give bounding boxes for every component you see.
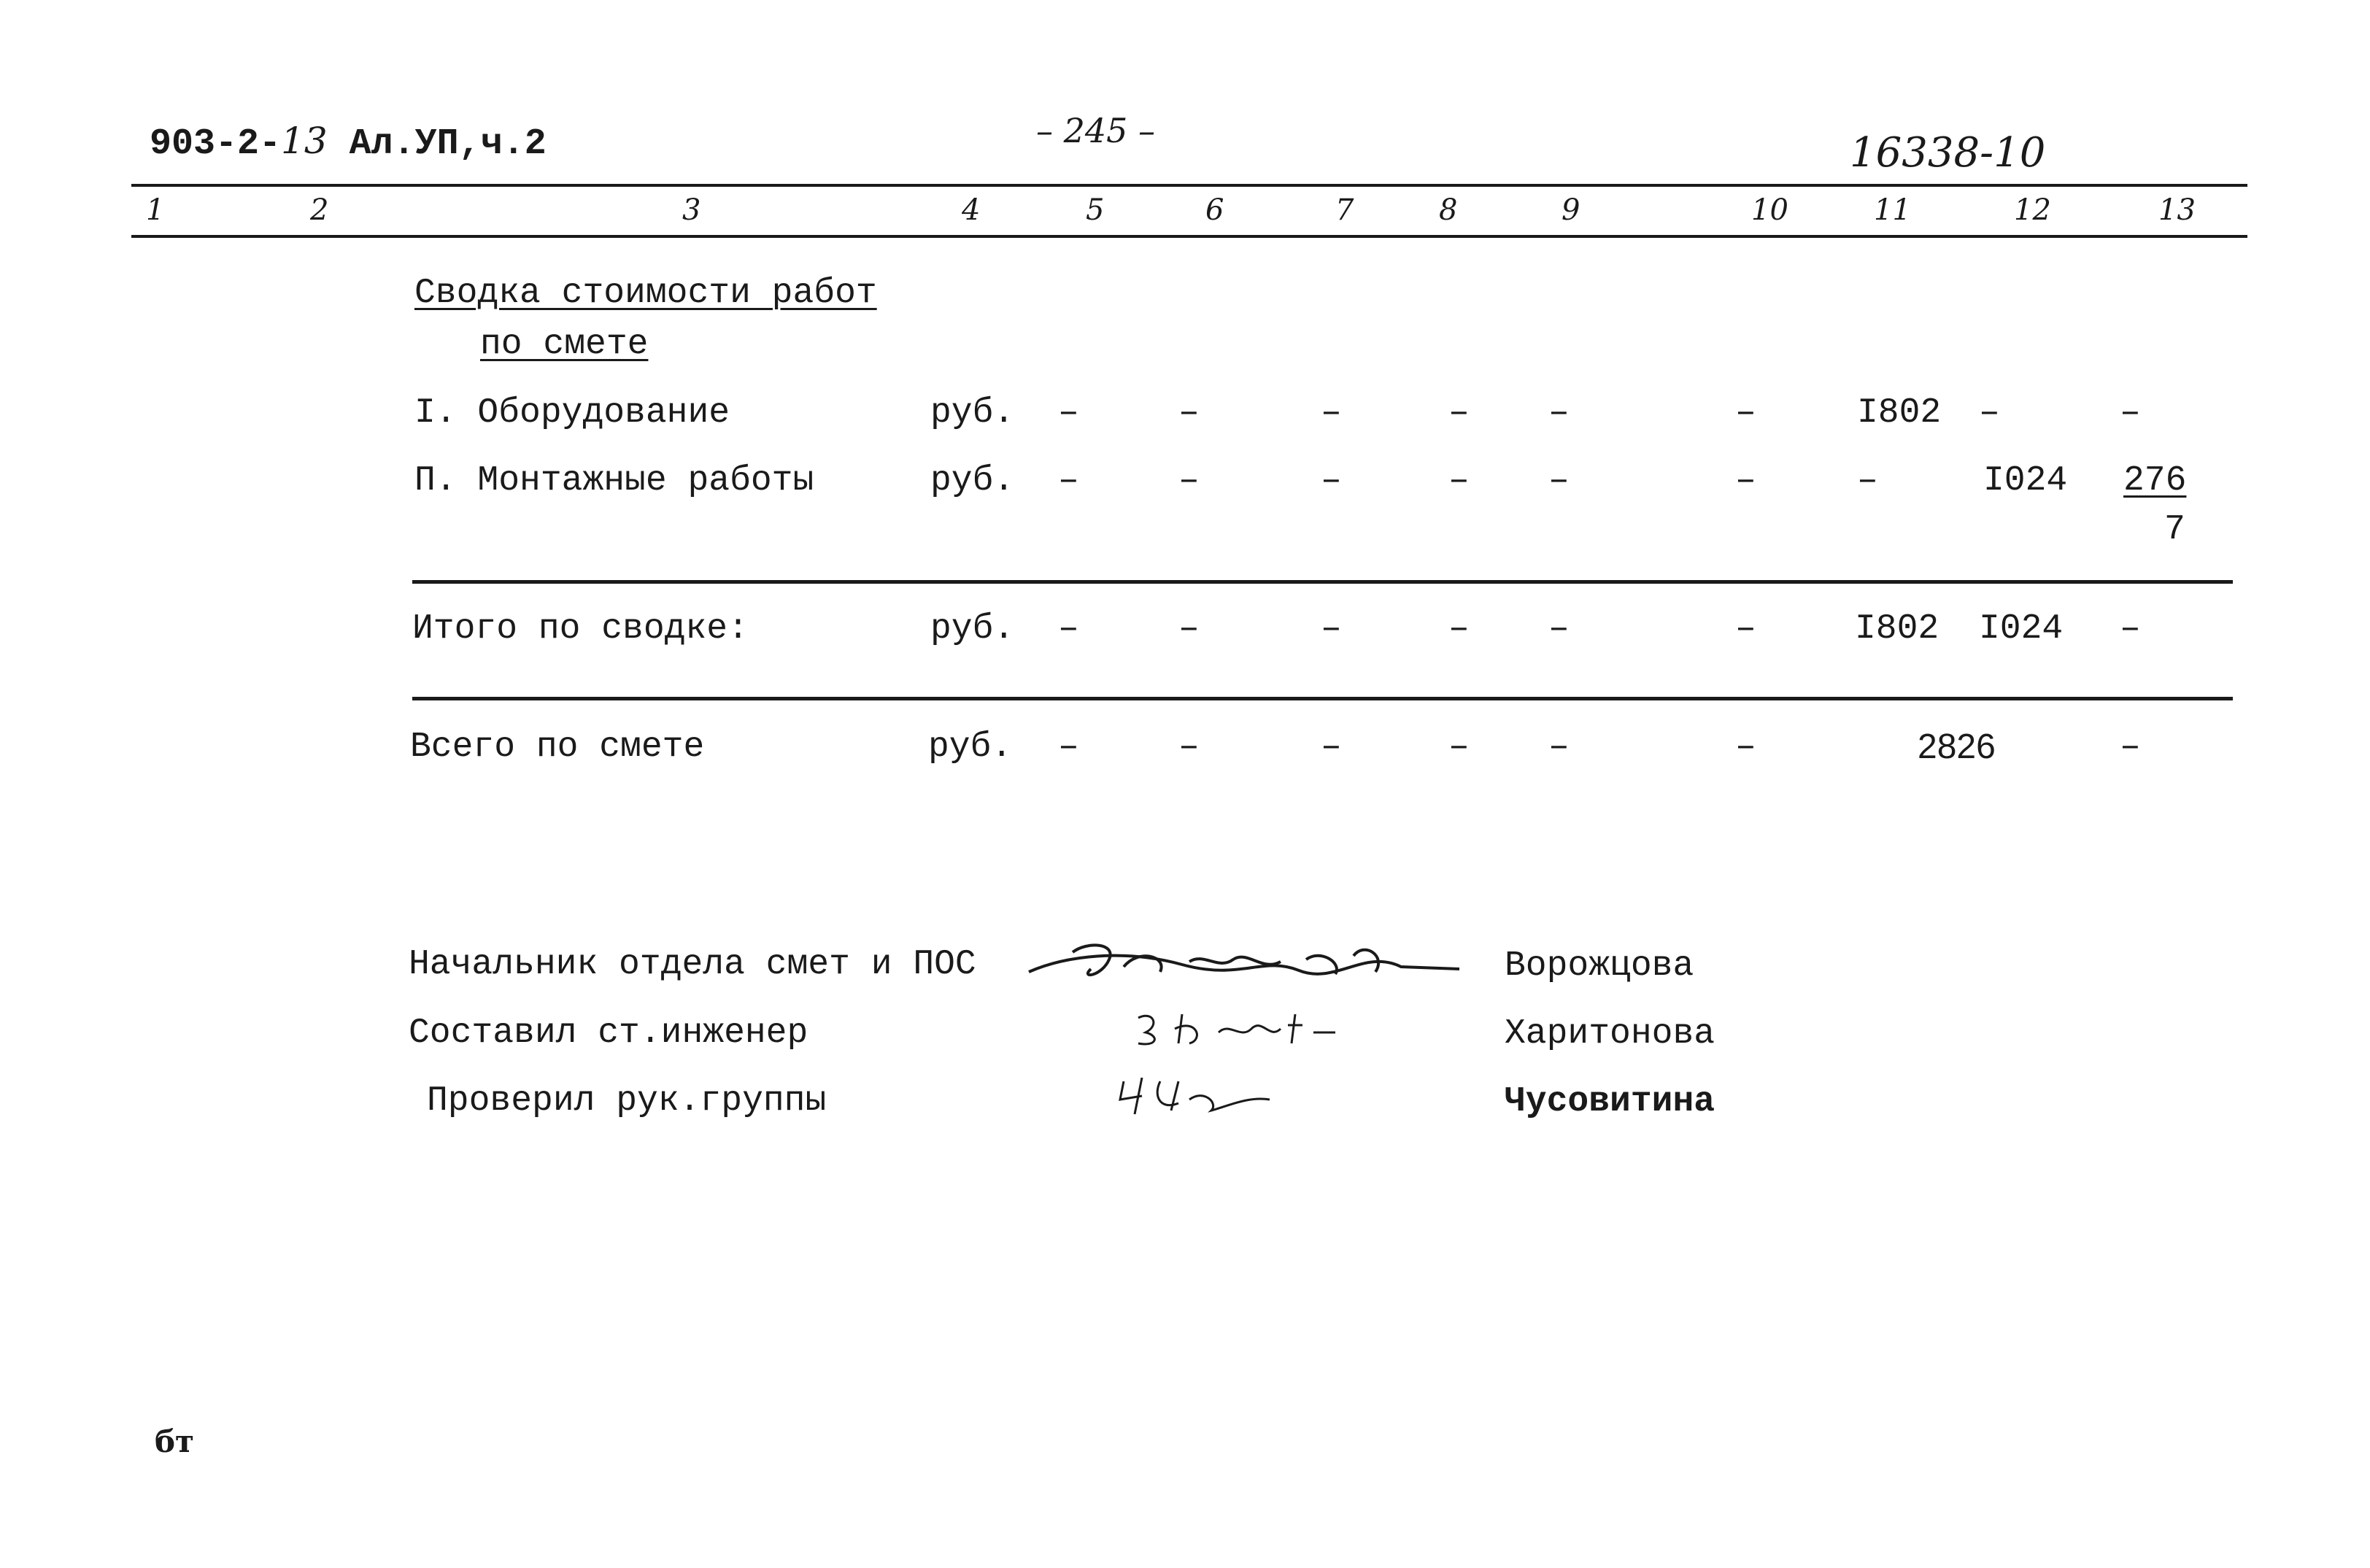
total-separator-rule bbox=[412, 580, 2233, 584]
row-installation-c6: – bbox=[1178, 461, 1200, 501]
column-number-8: 8 bbox=[1439, 193, 1458, 227]
total-summary-c8: – bbox=[1448, 609, 1470, 649]
row-installation-c10: – bbox=[1735, 461, 1756, 501]
column-number-9: 9 bbox=[1562, 193, 1580, 227]
footer-mark: бт bbox=[155, 1424, 195, 1459]
signature-name-compiler: Харитонова bbox=[1505, 1014, 1715, 1054]
header-bottom-rule bbox=[131, 235, 2247, 238]
page-number: – 245 – bbox=[1036, 111, 1156, 150]
column-number-6: 6 bbox=[1205, 193, 1224, 227]
row-installation-c7: – bbox=[1321, 461, 1342, 501]
grand-total-c5: – bbox=[1058, 727, 1079, 767]
total-summary-c12: I024 bbox=[1979, 609, 2064, 649]
grand-total-c7: – bbox=[1321, 727, 1342, 767]
column-number-3: 3 bbox=[682, 193, 701, 227]
grand-total-c8: – bbox=[1448, 727, 1470, 767]
signature-name-head: Ворожцова bbox=[1505, 946, 1694, 986]
total-summary-c6: – bbox=[1178, 609, 1200, 649]
grand-total-c6: – bbox=[1178, 727, 1200, 767]
column-number-5: 5 bbox=[1086, 193, 1105, 227]
row-equipment-c8: – bbox=[1448, 393, 1470, 433]
signature-role-compiler: Составил ст.инженер bbox=[409, 1013, 808, 1053]
column-number-10: 10 bbox=[1751, 193, 1788, 227]
row-installation-c13-numerator: 276 bbox=[2123, 461, 2187, 501]
document-code-handwritten: 13 bbox=[281, 120, 328, 162]
row-equipment-c12: – bbox=[1979, 393, 2000, 433]
row-equipment-c11: I802 bbox=[1857, 393, 1942, 433]
column-number-7: 7 bbox=[1335, 193, 1354, 227]
grand-total-unit: руб. bbox=[928, 727, 1013, 767]
row-installation-c13-denominator: 7 bbox=[2164, 510, 2185, 549]
row-installation-c5: – bbox=[1058, 461, 1079, 501]
column-number-4: 4 bbox=[962, 193, 981, 227]
total-summary-c7: – bbox=[1321, 609, 1342, 649]
column-number-12: 12 bbox=[2014, 193, 2051, 227]
row-installation-c12: I024 bbox=[1983, 461, 2068, 501]
total-summary-c9: – bbox=[1548, 609, 1570, 649]
document-code-prefix: 903-2- bbox=[150, 123, 282, 165]
total-summary-c11: I802 bbox=[1855, 609, 1939, 649]
total-summary-label: Итого по сводке: bbox=[412, 609, 749, 649]
row-installation-c11: – bbox=[1857, 461, 1878, 501]
stamp-number: 16338-10 bbox=[1850, 129, 2046, 177]
column-number-13: 13 bbox=[2158, 193, 2196, 227]
row-equipment-label: I. Оборудование bbox=[414, 393, 730, 433]
document-code bbox=[150, 120, 547, 165]
grand-total-c13: – bbox=[2120, 727, 2141, 767]
handwritten-signature-compiler bbox=[1124, 1003, 1343, 1054]
grand-total-c11-12: 2826 bbox=[1918, 727, 1996, 766]
signature-role-head: Начальник отдела смет и ПОС bbox=[409, 945, 976, 984]
document-code-suffix: Ал.УП,ч.2 bbox=[327, 123, 547, 165]
total-summary-c13: – bbox=[2120, 609, 2141, 649]
handwritten-signature-head bbox=[1022, 927, 1474, 1000]
row-installation-label: П. Монтажные работы bbox=[414, 461, 814, 501]
row-equipment-c10: – bbox=[1735, 393, 1756, 433]
grand-total-c9: – bbox=[1548, 727, 1570, 767]
total-summary-unit: руб. bbox=[930, 609, 1015, 649]
grand-total-c10: – bbox=[1735, 727, 1756, 767]
row-installation-unit: руб. bbox=[930, 461, 1015, 501]
total-summary-c5: – bbox=[1058, 609, 1079, 649]
row-equipment-c7: – bbox=[1321, 393, 1342, 433]
column-number-1: 1 bbox=[146, 193, 165, 227]
total-summary-c10: – bbox=[1735, 609, 1756, 649]
row-installation-c8: – bbox=[1448, 461, 1470, 501]
row-equipment-c13: – bbox=[2120, 393, 2141, 433]
header-top-rule bbox=[131, 184, 2247, 187]
signature-name-checker: Чусовитина bbox=[1505, 1082, 1715, 1121]
row-equipment-c9: – bbox=[1548, 393, 1570, 433]
summary-title-line2: по смете bbox=[480, 325, 649, 364]
handwritten-signature-checker bbox=[1109, 1067, 1284, 1125]
summary-title-line1: Сводка стоимости работ bbox=[414, 274, 877, 313]
grand-total-separator-rule bbox=[412, 697, 2233, 700]
row-installation-c9: – bbox=[1548, 461, 1570, 501]
row-equipment-unit: руб. bbox=[930, 393, 1015, 433]
row-equipment-c6: – bbox=[1178, 393, 1200, 433]
row-equipment-c5: – bbox=[1058, 393, 1079, 433]
grand-total-label: Всего по смете bbox=[410, 727, 705, 767]
column-number-11: 11 bbox=[1874, 193, 1911, 227]
signature-role-checker: Проверил рук.группы bbox=[427, 1081, 827, 1121]
column-number-2: 2 bbox=[310, 193, 329, 227]
